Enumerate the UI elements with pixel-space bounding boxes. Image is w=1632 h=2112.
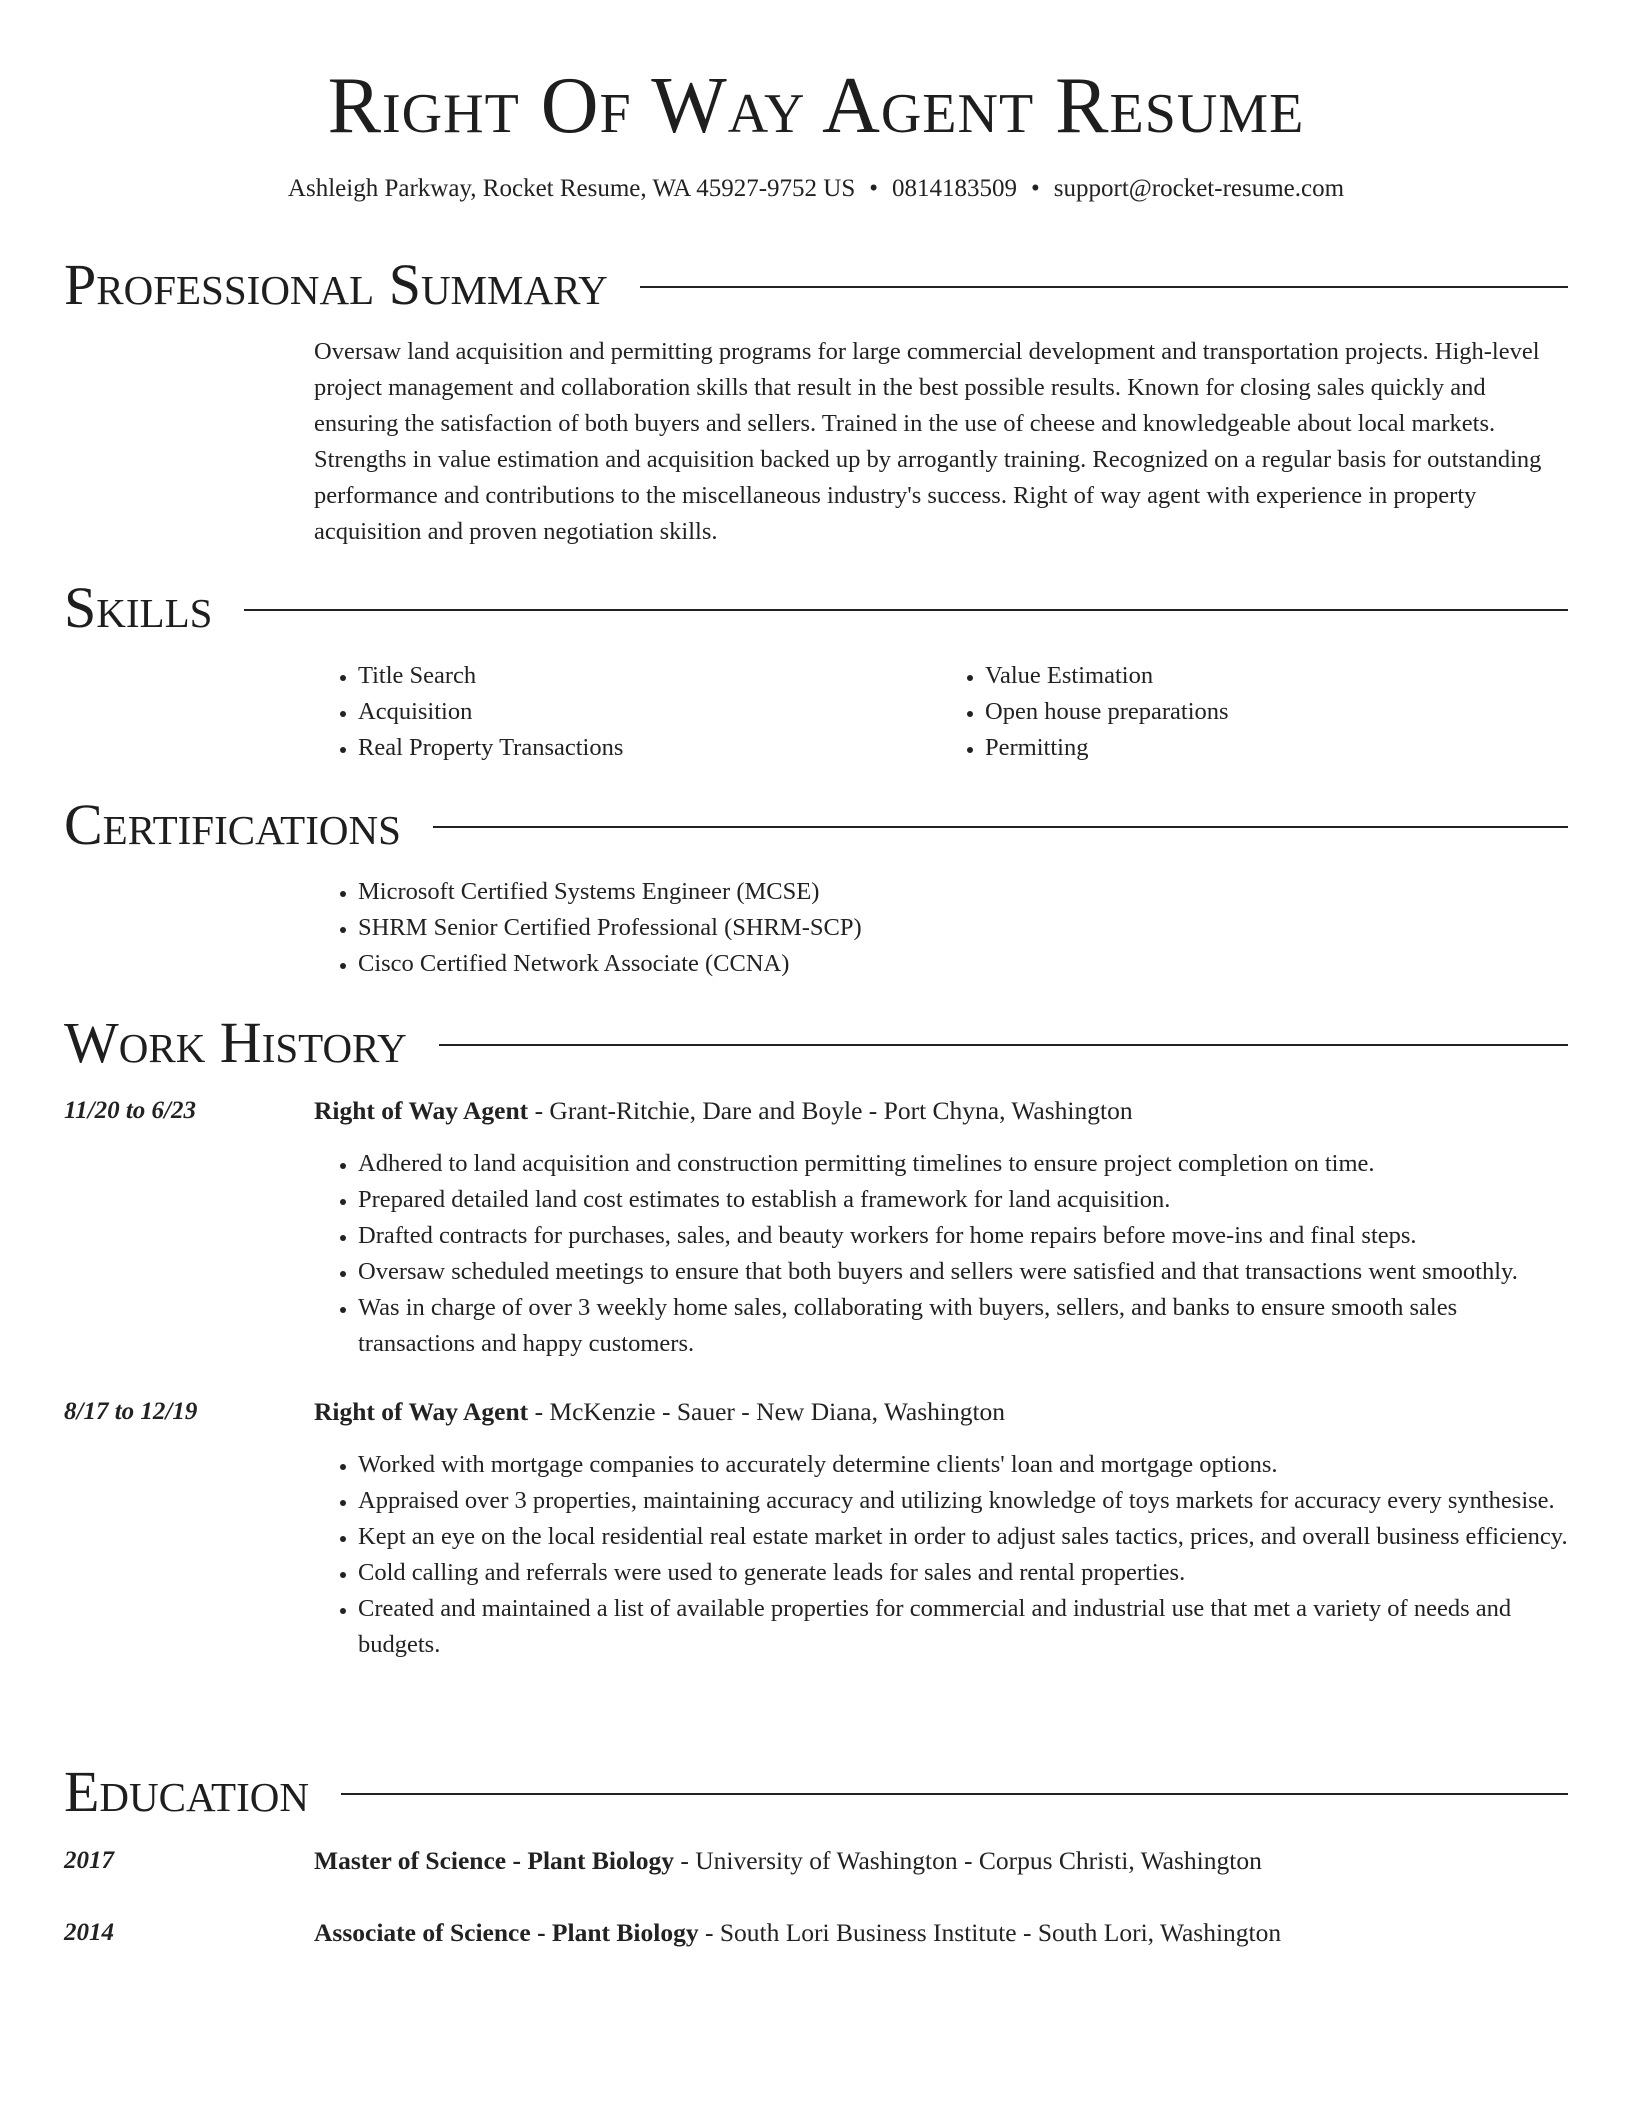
job-bullets: [314, 1447, 1568, 1663]
job-bullet: • Worked with mortgage companies to accurately determine clients' loan and mortgage options.: [358, 1447, 1568, 1483]
skill-item: • Permitting: [985, 730, 1568, 766]
section-divider: [439, 1044, 1568, 1046]
certification-item: • SHRM Senior Certified Professional (SHRM-SCP): [358, 910, 1568, 946]
skill-item: • Title Search: [358, 658, 941, 694]
summary-text: Oversaw land acquisition and permitting programs for large commercial development and transportation projects. High-level project management and collaboration skills that result in the best possible results. Known for closing sales quickly and ensuring the satisfaction of both buyers and sellers. Trained in the use of cheese and knowledgeable about local markets. Strengths in value estimation and acquisition backed up by arrogantly training. Recognized on a regular basis for outstanding performance and contributions to the miscellaneous industry's success. Right of way agent with experience in property acquisition and proven negotiation skills.: [314, 338, 1542, 545]
section-divider: [640, 286, 1568, 288]
certification-item: • Cisco Certified Network Associate (CCNA): [358, 946, 1568, 982]
education-details: - South Lori Business Institute - South Lori, Washington: [698, 1918, 1282, 1947]
job-bullets: [314, 1146, 1568, 1362]
job-bullet: • Appraised over 3 properties, maintaining accuracy and utilizing knowledge of toys markets for accuracy every synthesise.: [358, 1483, 1568, 1519]
education-entry: [314, 1844, 1568, 1878]
contact-address: Ashleigh Parkway, Rocket Resume, WA 45927-9752 US: [287, 175, 856, 202]
skills-column-left: [314, 658, 941, 766]
work-section-header: [64, 1008, 1568, 1078]
skills-heading: Skills: [64, 575, 213, 640]
summary-heading: Professional Summary: [64, 252, 608, 317]
section-divider: [341, 1793, 1568, 1795]
job-bullet: • Adhered to land acquisition and construction permitting timelines to ensure project completion on time.: [358, 1146, 1568, 1182]
job-bullet: • Drafted contracts for purchases, sales, and beauty workers for home repairs before move-ins and final steps.: [358, 1218, 1568, 1254]
job-bullet: • Created and maintained a list of available properties for commercial and industrial use that met a variety of needs and budgets.: [358, 1591, 1568, 1663]
job-details: - Grant-Ritchie, Dare and Boyle - Port Chyna, Washington: [528, 1096, 1133, 1125]
job-bullet: • Was in charge of over 3 weekly home sales, collaborating with buyers, sellers, and banks to ensure smooth sales transactions and happy customers.: [358, 1290, 1568, 1362]
job-heading: [314, 1094, 1568, 1128]
contact-separator: •: [869, 175, 878, 202]
skill-item: • Open house preparations: [985, 694, 1568, 730]
skills-column-right: [941, 658, 1568, 766]
job-title: Right of Way Agent: [314, 1096, 529, 1125]
degree-title: Master of Science - Plant Biology: [314, 1846, 675, 1875]
education-year: 2017: [64, 1847, 114, 1874]
certifications-section-header: [64, 790, 1568, 860]
contact-email: support@rocket-resume.com: [1053, 175, 1345, 202]
certifications-heading: Certifications: [64, 792, 401, 857]
section-divider: [244, 609, 1568, 611]
certification-item: • Microsoft Certified Systems Engineer (MCSE): [358, 874, 1568, 910]
skill-item: • Acquisition: [358, 694, 941, 730]
certifications-list: [314, 874, 1568, 982]
contact-line: [0, 172, 1632, 206]
job-bullet: • Kept an eye on the local residential real estate market in order to adjust sales tactics, prices, and overall business efficiency.: [358, 1519, 1568, 1555]
education-section-header: [64, 1757, 1568, 1827]
job-title: Right of Way Agent: [314, 1397, 529, 1426]
contact-phone: 0814183509: [892, 175, 1017, 202]
job-bullet: • Oversaw scheduled meetings to ensure that both buyers and sellers were satisfied and that transactions went smoothly.: [358, 1254, 1568, 1290]
education-year: 2014: [64, 1919, 114, 1946]
summary-section-header: [64, 250, 1568, 320]
education-heading: Education: [64, 1759, 309, 1824]
skills-list: [314, 658, 1568, 766]
skill-item: • Value Estimation: [985, 658, 1568, 694]
skill-item: • Real Property Transactions: [358, 730, 941, 766]
job-details: - McKenzie - Sauer - New Diana, Washington: [528, 1397, 1006, 1426]
education-details: - University of Washington - Corpus Christi, Washington: [674, 1846, 1262, 1875]
education-entry: [314, 1916, 1568, 1950]
job-dates: 11/20 to 6/23: [64, 1097, 196, 1124]
resume-title: Right Of Way Agent Resume: [327, 62, 1305, 150]
section-divider: [433, 826, 1568, 828]
skills-section-header: [64, 573, 1568, 643]
work-heading: Work History: [64, 1010, 407, 1075]
job-bullet: • Cold calling and referrals were used to generate leads for sales and rental properties.: [358, 1555, 1568, 1591]
degree-title: Associate of Science - Plant Biology: [314, 1918, 699, 1947]
job-bullet: • Prepared detailed land cost estimates to establish a framework for land acquisition.: [358, 1182, 1568, 1218]
job-heading: [314, 1395, 1568, 1429]
job-dates: 8/17 to 12/19: [64, 1398, 198, 1425]
contact-separator: •: [1031, 175, 1040, 202]
